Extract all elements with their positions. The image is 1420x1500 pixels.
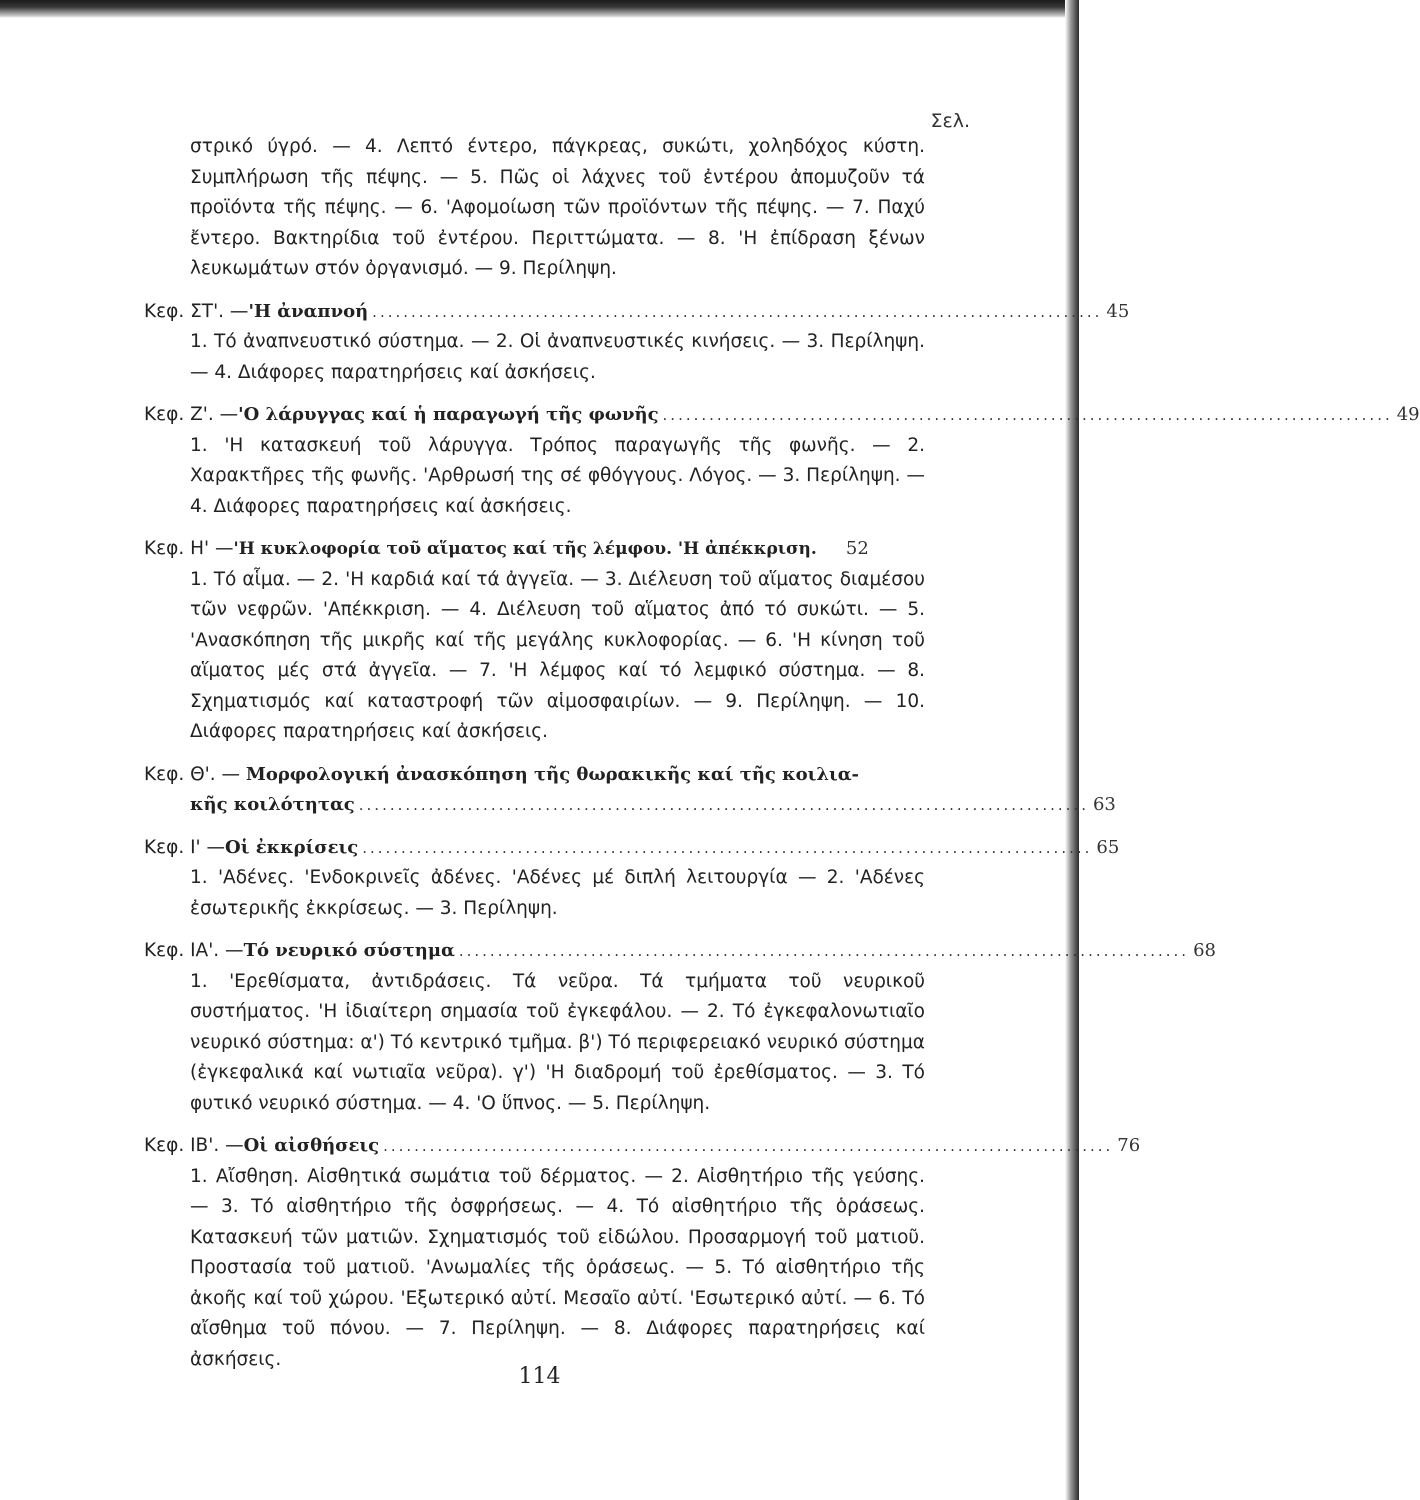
chapter-number: Κεφ. Ι' — — [144, 836, 226, 858]
chapter-page-number: 76 — [1117, 1135, 1141, 1156]
dot-leader: .............................................................................................. — [362, 838, 1093, 857]
chapter-page-number: 52 — [845, 538, 869, 559]
chapter-title: 'Η ἀναπνοή — [248, 300, 369, 322]
chapter-entry — [144, 760, 1116, 821]
chapter-contents: 1. Αἴσθηση. Αἰσθητικά σωμάτια τοῦ δέρματος. — 2. Αἰσθητήριο τῆς γεύσης. — 3. Τό αἰσθητήριο τῆς ὀσφρήσεως. — 4. Τό αἰσθητήριο τῆς ὁράσεως. Κατασκευή τῶν ματιῶν. Σχηματισμός τοῦ εἰδώλου. Προσαρμογή τοῦ ματιοῦ. Προστασία τοῦ ματιοῦ. 'Ανωμαλίες τῆς ὁράσεως. — 5. Τό αἰσθητήριο τῆς ἀκοῆς καί τοῦ χώρου. 'Εξωτερικό αὐτί. Μεσαῖο αὐτί. 'Εσωτερικό αὐτί. — 6. Τό αἴσθημα τοῦ πόνου. — 7. Περίληψη. — 8. Διάφορες παρατηρήσεις καί ἀσκήσεις. — [190, 1165, 925, 1370]
chapter-page-number: 63 — [1092, 794, 1116, 815]
chapter-contents: 1. Τό αἷμα. — 2. 'Η καρδιά καί τά ἀγγεῖα. — 3. Διέλευση τοῦ αἵματος διαμέσου τῶν νεφρῶν. 'Απέκκριση. — 4. Διέλευση τοῦ αἵματος ἀπό τό συκώτι. — 5. 'Ανασκόπηση τῆς μικρῆς καί τῆς μεγάλης κυκλοφορίας. — 6. 'Η κίνηση τοῦ αἵματος μές στά ἀγγεῖα. — 7. 'Η λέμφος καί τό λεμφικό σύστημα. — 8. Σχηματισμός καί καταστροφή τῶν αἱμοσφαιρίων. — 9. Περίληψη. — 10. Διάφορες παρατηρήσεις καί ἀσκήσεις. — [190, 568, 925, 742]
chapter-title: Οἱ ἐκκρίσεις — [225, 836, 359, 858]
table-of-contents — [144, 110, 1420, 1375]
chapter-title: Οἱ αἰσθήσεις — [243, 1135, 380, 1156]
page-column-header: Σελ. — [930, 110, 970, 132]
chapter-title-line-2: κῆς κοιλότητας — [190, 794, 355, 815]
chapter-heading — [144, 833, 1120, 864]
dot-leader: .............................................................................................. — [372, 302, 1103, 321]
chapter-entry — [144, 1131, 1141, 1375]
chapter-heading — [144, 297, 1130, 328]
chapter-page-number: 65 — [1096, 836, 1120, 858]
chapter-title: 'Η κυκλοφορία τοῦ αἵματος καί τῆς λέμφου. 'Η ἀπέκκριση. — [233, 539, 817, 559]
chapter-entry — [144, 297, 1130, 389]
chapter-number: Κεφ. ΣΤ'. — — [144, 300, 249, 322]
chapter-entry — [144, 534, 970, 748]
chapter-heading — [144, 760, 1116, 821]
chapter-entry — [144, 400, 1420, 522]
chapter-page-number: 45 — [1106, 300, 1130, 322]
continued-chapter-text: στρικό ύγρό. — 4. Λεπτό έντερο, πάγκρεας, συκώτι, χοληδόχος κύστη. Συμπλήρωση τῆς πέψης. — 5. Πῶς οἱ λάχνες τοῦ ἐντέρου ἀπομυζοῦν τά προϊόντα τῆς πέψης. — 6. 'Αφομοίωση τῶν προϊόντων τῆς πέψης. — 7. Παχύ ἔντερο. Βακτηρίδια τοῦ ἐντέρου. Περιττώματα. — 8. 'Η ἐπίδραση ξένων λευκωμάτων στόν ὀργανισμό. — 9. Περίληψη. — [190, 136, 925, 279]
chapter-number: Κεφ. Η' — — [144, 538, 234, 559]
chapter-number: Κεφ. Ζ'. — — [144, 404, 239, 425]
dot-leader: .............................................................................................. — [358, 796, 1089, 814]
chapter-title-line-1: Μορφολογική ἀνασκόπηση τῆς θωρακικῆς καί τῆς κοιλια- — [245, 763, 860, 785]
chapter-page-number: 68 — [1193, 940, 1216, 961]
chapter-entry — [144, 936, 1216, 1119]
page-edge-shadow-right — [1065, 0, 1079, 1500]
chapter-contents: 1. 'Η κατασκευή τοῦ λάρυγγα. Τρόπος παραγωγῆς τῆς φωνῆς. — 2. Χαρακτῆρες τῆς φωνῆς. 'Αρθρωσή της σέ φθόγγους. Λόγος. — 3. Περίληψη. — 4. Διάφορες παρατηρήσεις καί ἀσκήσεις. — [190, 434, 925, 517]
dot-leader: .............................................................................................. — [662, 406, 1393, 424]
chapter-page-number: 49 — [1396, 404, 1420, 425]
chapter-entry — [144, 833, 1120, 925]
chapter-number: Κεφ. Θ'. — — [144, 763, 241, 785]
chapter-contents: 1. 'Ερεθίσματα, ἀντιδράσεις. Τά νεῦρα. Τά τμήματα τοῦ νευρικοῦ συστήματος. 'Η ἰδιαίτερη σημασία τοῦ ἐγκεφάλου. — 2. Τό ἐγκεφαλονωτιαῖο νευρικό σύστημα: α') Τό κεντρικό τμῆμα. β') Τό περιφερειακό νευρικό σύστημα (ἐγκεφαλικά καί νωτιαῖα νεῦρα). γ') 'Η διαδρομή τοῦ ἐρεθίσματος. — 3. Τό φυτικό νευρικό σύστημα. — 4. 'Ο ὕπνος. — 5. Περίληψη. — [190, 970, 925, 1114]
page-number: 114 — [518, 1364, 561, 1389]
chapter-heading — [144, 936, 1216, 967]
chapter-heading — [144, 1131, 1141, 1162]
chapter-heading — [144, 534, 924, 565]
dot-leader: .............................................................................................. — [458, 942, 1190, 960]
chapter-title: 'Ο λάρυγγας καί ἡ παραγωγή τῆς φωνῆς — [238, 404, 659, 425]
chapter-contents: 1. 'Αδένες. 'Ενδοκρινεῖς ἀδένες. 'Αδένες μέ διπλή λειτουργία — 2. 'Αδένες ἐσωτερικῆς ἐκκρίσεως. — 3. Περίληψη. — [190, 867, 925, 919]
chapter-heading — [144, 400, 1420, 431]
page-edge-shadow-top — [0, 0, 1079, 18]
chapter-title: Τό νευρικό σύστημα — [243, 940, 455, 961]
chapter-number: Κεφ. ΙΒ'. — — [144, 1135, 244, 1156]
chapter-number: Κεφ. ΙΑ'. — — [144, 940, 244, 961]
dot-leader: .............................................................................................. — [383, 1137, 1114, 1155]
chapter-contents: 1. Τό ἀναπνευστικό σύστημα. — 2. Οἱ ἀναπνευστικές κινήσεις. — 3. Περίληψη. — 4. Διάφορες παρατηρήσεις καί ἀσκήσεις. — [190, 331, 925, 383]
